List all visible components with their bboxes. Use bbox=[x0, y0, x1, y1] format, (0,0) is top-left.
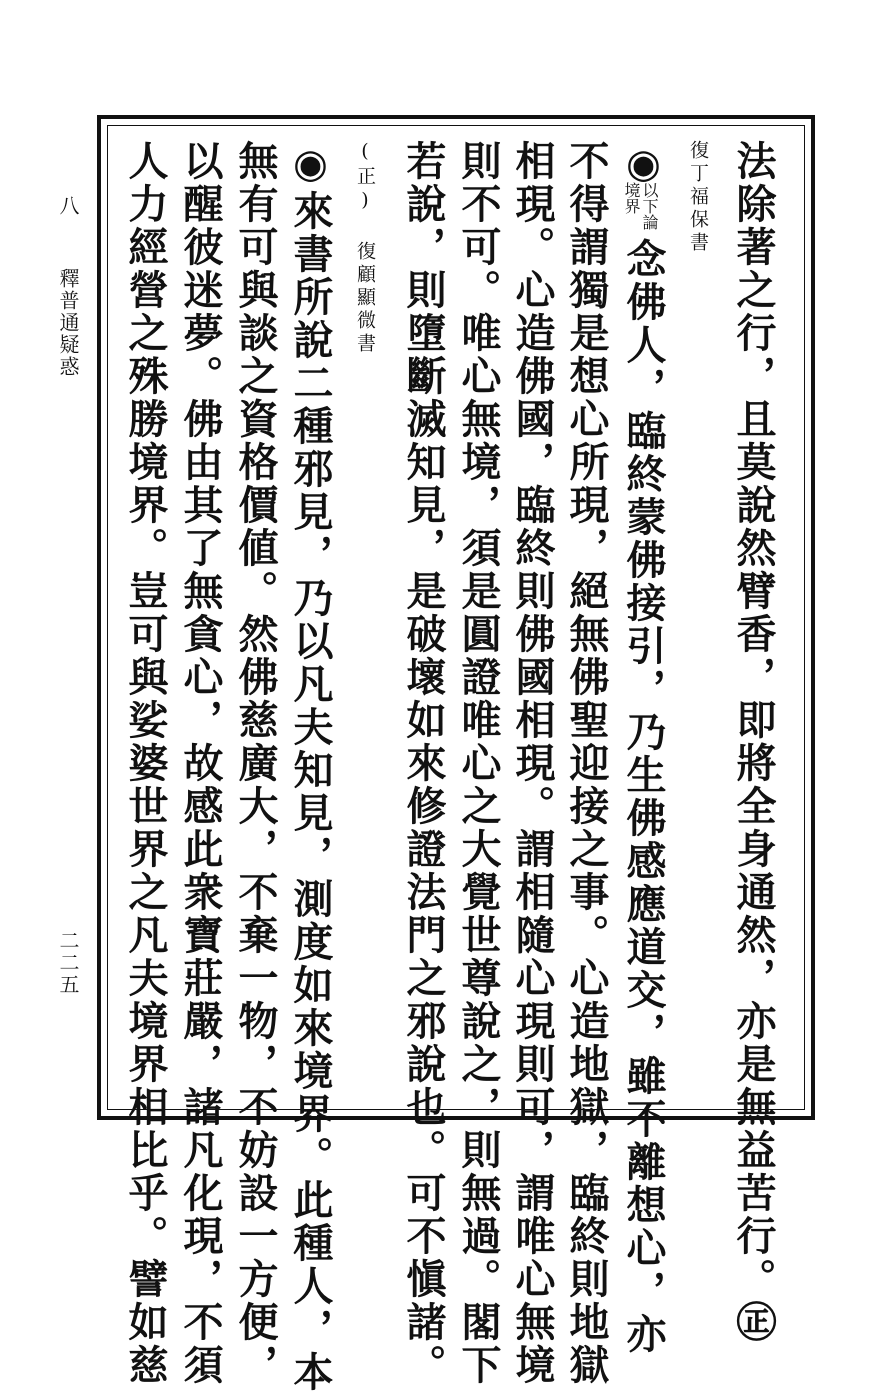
marker-circle: ◉ bbox=[620, 140, 667, 190]
text-column-1: 法除著之行，且莫說然臂香，即將全身通然，亦是無益苦行。㊣ bbox=[730, 140, 777, 1344]
letter-heading-ding-fubao: 復丁福保書 bbox=[687, 140, 709, 255]
text-column-9: ◉來書所說二種邪見，乃以凡夫知見，測度如來境界。此種人，本 bbox=[287, 140, 334, 1394]
text-column-12: 人力經營之殊勝境界。豈可與娑婆世界之凡夫境界相比乎。譬如慈 bbox=[122, 140, 169, 1387]
text-column-10: 無有可與談之資格價値。然佛慈廣大，不棄一物，不妨設一方便， bbox=[232, 140, 279, 1387]
text-column-5: 相現。心造佛國，臨終則佛國相現。謂相隨心現則可，謂唯心無境 bbox=[509, 140, 556, 1387]
letter-heading-gu-xianwei: (正) 復顧顯微書 bbox=[354, 140, 376, 356]
text-column-6: 則不可。唯心無境，須是圓證唯心之大覺世尊說之，則無過。閣下 bbox=[455, 140, 502, 1387]
text-column-3: 念佛人，臨終蒙佛接引，乃生佛感應道交，雖不離想心，亦 bbox=[620, 238, 667, 1356]
text-column-4: 不得謂獨是想心所現，絕無佛聖迎接之事。心造地獄，臨終則地獄 bbox=[563, 140, 610, 1387]
page-number: 二二五 bbox=[56, 930, 80, 996]
annotation-line-2: 境界 bbox=[622, 182, 641, 214]
text-column-7: 若說，則墮斷滅知見，是破壞如來修證法門之邪說也。可不愼諸。 bbox=[400, 140, 447, 1387]
book-title: 釋普通疑惑 bbox=[56, 268, 80, 378]
text-column-11: 以醒彼迷夢。佛由其了無貪心，故感此衆寶莊嚴，諸凡化現，不須 bbox=[177, 140, 224, 1387]
chapter-number: 八 bbox=[56, 195, 80, 217]
annotation-line-1: 以下論 bbox=[640, 182, 659, 230]
